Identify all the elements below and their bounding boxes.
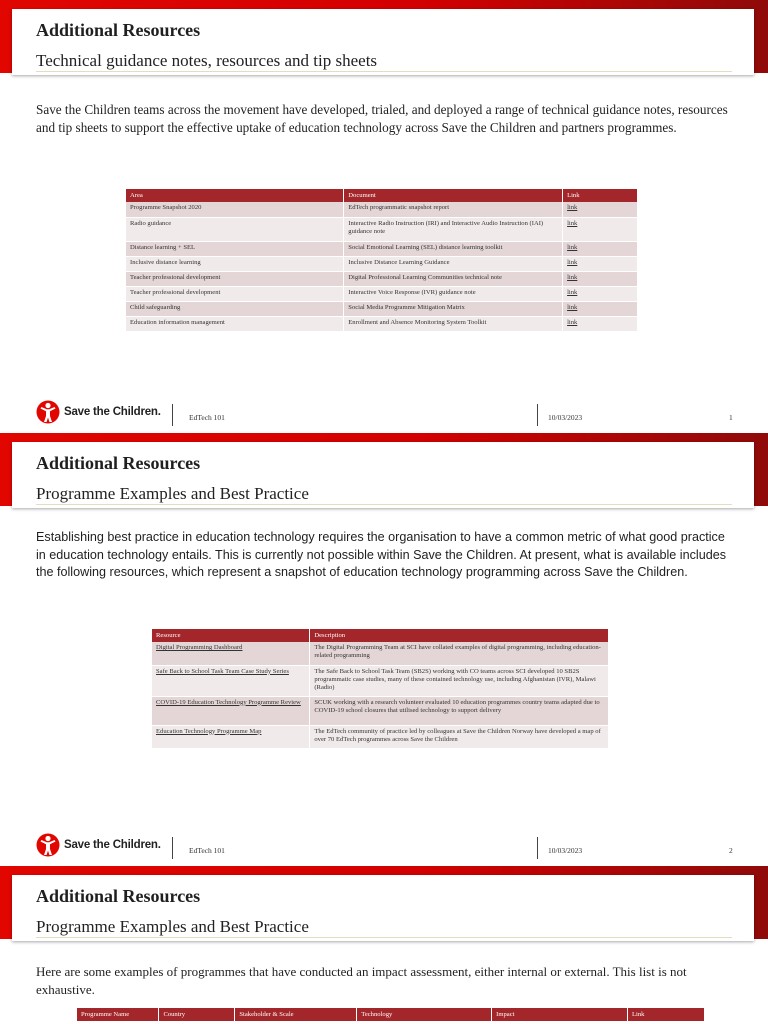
body-text: Establishing best practice in education technology requires the organisation to have a common metric of what good practice in education technology entails. This is currently not possible within Save the Children. At present, what is available includes the following resources, which represent a snapshot of education technology programming across Save the Children. — [36, 530, 727, 580]
area-cell: Programme Snapshot 2020 — [126, 202, 344, 217]
resource-link[interactable]: COVID-19 Education Technology Programme Review — [152, 696, 310, 725]
table-row — [152, 665, 609, 696]
child-figure-icon — [36, 399, 60, 425]
body-text: Here are some examples of programmes that have conducted an impact assessment, either internal or external. This list is not exhaustive. — [36, 964, 687, 997]
body-text: Save the Children teams across the movement have developed, trialed, and deployed a range of technical guidance notes, resources and tip sheets to support the effective uptake of education technology across Save the Children and partners programmes. — [36, 102, 728, 135]
column-header: Country — [159, 1008, 235, 1021]
header-rule — [36, 71, 732, 72]
table-row — [126, 202, 638, 217]
link-cell[interactable]: link — [563, 286, 638, 301]
footer-date: 10/03/2023 — [548, 846, 583, 855]
table-row — [152, 642, 609, 665]
area-cell: Education information management — [126, 316, 344, 331]
link-cell[interactable]: link — [563, 256, 638, 271]
document-cell: Interactive Voice Response (IVR) guidance note — [344, 286, 563, 301]
link-cell[interactable]: link — [563, 217, 638, 241]
document-cell: Social Media Programme Mitigation Matrix — [344, 301, 563, 316]
area-cell: Inclusive distance learning — [126, 256, 344, 271]
area-cell: Distance learning + SEL — [126, 241, 344, 256]
table-header-row — [126, 189, 638, 202]
footer-date: 10/03/2023 — [548, 413, 583, 422]
link-cell[interactable]: link — [563, 202, 638, 217]
document-cell: Social Emotional Learning (SEL) distance learning toolkit — [344, 241, 563, 256]
link-cell[interactable]: link — [563, 241, 638, 256]
table-header-row — [77, 1008, 705, 1021]
footer-divider — [172, 837, 173, 859]
column-header: Programme Name — [77, 1008, 159, 1021]
page-number: 2 — [729, 846, 733, 855]
table-row — [126, 301, 638, 316]
description-cell: The Digital Programming Team at SCI have collated examples of digital programming, including education-related programming — [310, 642, 609, 665]
resources-table — [152, 629, 609, 749]
document-cell: Interactive Radio Instruction (IRI) and Interactive Audio Instruction (IAI) guidance note — [344, 217, 563, 241]
page-number: 1 — [729, 413, 733, 422]
column-header: Technology — [357, 1008, 492, 1021]
footer-divider — [537, 404, 538, 426]
column-header: Description — [310, 629, 609, 642]
link-cell[interactable]: link — [563, 301, 638, 316]
slide-footer — [0, 829, 768, 865]
slide-title: Additional Resources — [36, 453, 201, 473]
slide-subtitle: Programme Examples and Best Practice — [36, 484, 309, 503]
footer-divider — [537, 837, 538, 859]
slide-subtitle: Programme Examples and Best Practice — [36, 917, 309, 936]
footer-course: EdTech 101 — [189, 413, 225, 422]
header-rule — [36, 937, 732, 938]
slide-title: Additional Resources — [36, 886, 201, 906]
column-header: Link — [628, 1008, 705, 1021]
table-row — [126, 316, 638, 331]
save-the-children-logo — [36, 399, 161, 425]
slide-footer — [0, 396, 768, 432]
area-cell: Radio guidance — [126, 217, 344, 241]
table-row — [126, 241, 638, 256]
document-cell: Digital Professional Learning Communities technical note — [344, 271, 563, 286]
slide-3 — [0, 866, 768, 1024]
guidance-table — [126, 189, 638, 332]
column-header: Resource — [152, 629, 310, 642]
header-rule — [36, 504, 732, 505]
header-card — [12, 442, 754, 508]
document-cell: EdTech programmatic snapshot report — [344, 202, 563, 217]
header-card — [12, 875, 754, 941]
description-cell: The EdTech community of practice led by colleagues at Save the Children Norway have developed a map of over 70 EdTech programmes across Save the Children — [310, 725, 609, 748]
table-row — [126, 256, 638, 271]
save-the-children-logo — [36, 832, 161, 858]
description-cell: The Safe Back to School Task Team (SB2S) working with CO teams across SCI developed 10 SB2S programmatic case studies, many of these contained technology use, including Afghanistan (IVR), Malawi (Radio) — [310, 665, 609, 696]
table-row — [126, 217, 638, 241]
link-cell[interactable]: link — [563, 316, 638, 331]
column-header: Stakeholder & Scale — [235, 1008, 357, 1021]
slide-subtitle: Technical guidance notes, resources and tip sheets — [36, 51, 378, 70]
column-header: Impact — [492, 1008, 628, 1021]
column-header: Link — [563, 189, 638, 202]
document-cell: Inclusive Distance Learning Guidance — [344, 256, 563, 271]
table-row — [152, 696, 609, 725]
resource-link[interactable]: Education Technology Programme Map — [152, 725, 310, 748]
logo-text: Save the Children. — [64, 839, 161, 851]
resource-link[interactable]: Digital Programming Dashboard — [152, 642, 310, 665]
footer-divider — [172, 404, 173, 426]
slide-1 — [0, 0, 768, 432]
child-figure-icon — [36, 832, 60, 858]
table-row — [152, 725, 609, 748]
column-header: Area — [126, 189, 344, 202]
footer-course: EdTech 101 — [189, 846, 225, 855]
logo-text: Save the Children. — [64, 406, 161, 418]
column-header: Document — [344, 189, 563, 202]
slide-2 — [0, 433, 768, 865]
slide-title: Additional Resources — [36, 20, 201, 40]
area-cell: Child safeguarding — [126, 301, 344, 316]
area-cell: Teacher professional development — [126, 271, 344, 286]
programmes-table — [77, 1008, 705, 1021]
table-header-row — [152, 629, 609, 642]
area-cell: Teacher professional development — [126, 286, 344, 301]
document-cell: Enrollment and Absence Monitoring System Toolkit — [344, 316, 563, 331]
table-row — [126, 271, 638, 286]
resource-link[interactable]: Safe Back to School Task Team Case Study Series — [152, 665, 310, 696]
link-cell[interactable]: link — [563, 271, 638, 286]
description-cell: SCUK working with a research volunteer evaluated 10 education programmes country teams adapted due to COVID-19 school closures that utilised technology to support delivery — [310, 696, 609, 725]
table-row — [126, 286, 638, 301]
header-card — [12, 9, 754, 75]
